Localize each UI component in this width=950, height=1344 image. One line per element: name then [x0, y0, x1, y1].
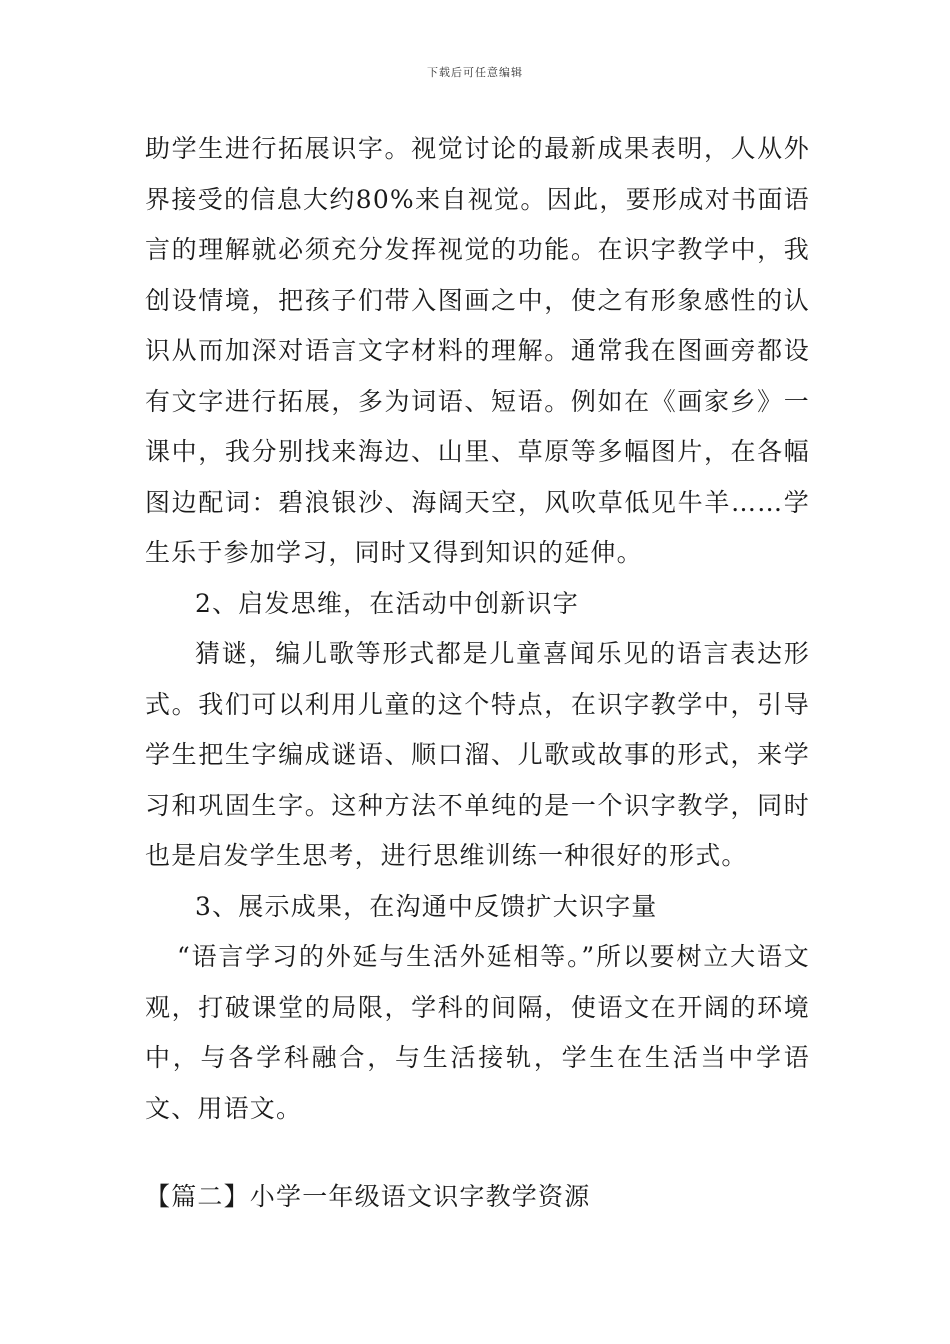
heading-point-3: 3、展示成果，在沟通中反馈扩大识字量: [195, 891, 658, 921]
paragraph-riddles: 猜谜，编儿歌等形式都是儿童喜闻乐见的语言表达形式。我们可以利用儿童的这个特点，在识字教学中，引导学生把生字编成谜语、顺口溜、儿歌或故事的形式，来学习和巩固生字。这种方法不单纯的是一个识字教学，同时也是启发学生思考，进行思维训练一种很好的形式。: [145, 639, 810, 870]
document-body: [145, 124, 810, 1134]
paragraph-big-chinese: “语言学习的外延与生活外延相等。”所以要树立大语文观，打破课堂的局限，学科的间隔，使语文在开阔的环境中，与各学科融合，与生活接轨，学生在生活当中学语文、用语文。: [145, 942, 810, 1123]
heading-point-2: 2、启发思维，在活动中创新识字: [195, 588, 579, 618]
section-title: 【篇二】小学一年级语文识字教学资源: [145, 1182, 591, 1211]
paragraph-visual-literacy: 助学生进行拓展识字。视觉讨论的最新成果表明，人从外界接受的信息大约80%来自视觉。因此，要形成对书面语言的理解就必须充分发挥视觉的功能。在识字教学中，我创设情境，把孩子们带入图画之中，使之有形象感性的认识从而加深对语言文字材料的理解。通常我在图画旁都设有文字进行拓展，多为词语、短语。例如在《画家乡》一课中，我分别找来海边、山里、草原等多幅图片，在各幅图边配词：碧浪银沙、海阔天空，风吹草低见牛羊……学生乐于参加学习，同时又得到知识的延伸。: [145, 134, 810, 567]
header-note: 下载后可任意编辑: [427, 66, 523, 79]
